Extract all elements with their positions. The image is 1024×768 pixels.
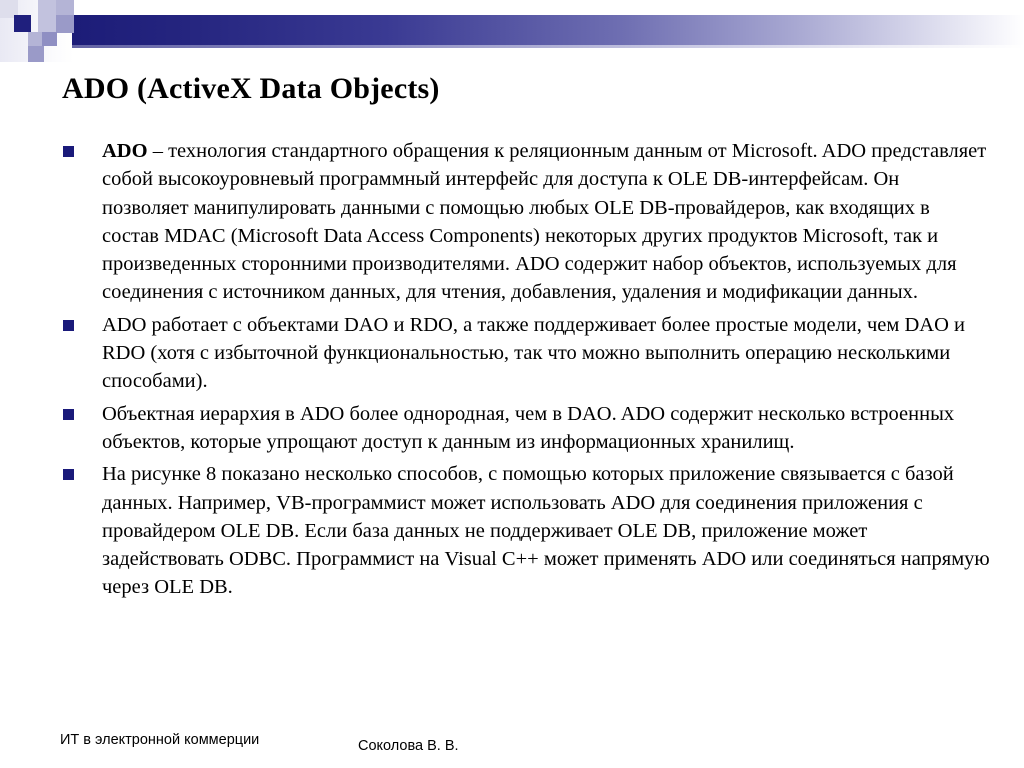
list-item	[60, 311, 990, 396]
bullet-square-icon	[63, 409, 74, 420]
deco-square-5	[38, 15, 56, 33]
bullet-square-icon	[63, 469, 74, 480]
list-item-text: Объектная иерархия в ADO более однородная, чем в DAO. ADO содержит несколько встроенных объектов, которые упрощают доступ к данным из информационных хранилищ.	[102, 402, 955, 453]
list-item-text: – технология стандартного обращения к реляционным данным от Microsoft. ADO представляет собой высокоуровневый программный интерфейс для доступа к OLE DB-интерфейсам. Он позволяет манипулировать данными с помощью любых OLE DB-провайдеров, как входящих в состав MDAC (Microsoft Data Access Components) некоторых других продуктов Microsoft, так и произведенных сторонними производителями. ADO содержит набор объектов, используемых для соединения с источником данных, для чтения, добавления, удаления и модификации данных.	[102, 140, 987, 304]
list-item-text: На рисунке 8 показано несколько способов, с помощью которых приложение связывается с базой данных. Например, VB-программист может использовать ADO для соединения приложения с провайдером OLE DB. Если база данных не поддерживает OLE DB, приложение может задействовать ODBC. Программист на Visual C++ может применять ADO или соединяться напрямую через OLE DB.	[102, 463, 990, 599]
footer-course-name: ИТ в электронной коммерции	[60, 732, 260, 748]
slide-footer	[0, 732, 1024, 754]
deco-square-9	[28, 46, 44, 62]
footer-author: Соколова В. В.	[358, 738, 459, 754]
list-item	[60, 460, 990, 601]
header-gradient-bar-shadow	[72, 45, 1024, 48]
list-item-lead: ADO	[102, 140, 148, 162]
page-title: ADO (ActiveX Data Objects)	[62, 72, 440, 105]
list-item	[60, 137, 990, 307]
list-item	[60, 400, 990, 457]
slide-body	[60, 137, 990, 606]
bullet-square-icon	[63, 320, 74, 331]
header-decoration	[0, 0, 1024, 62]
header-gradient-bar	[72, 15, 1024, 45]
deco-square-6	[56, 15, 74, 33]
bullet-square-icon	[63, 146, 74, 157]
list-item-text: ADO работает с объектами DAO и RDO, а также поддерживает более простые модели, чем DAO и RDO (хотя с избыточной функциональностью, так что можно выполнить операцию несколькими способами).	[102, 313, 966, 393]
deco-square-7	[28, 32, 42, 46]
deco-square-4	[14, 15, 31, 32]
deco-square-8	[42, 32, 57, 46]
